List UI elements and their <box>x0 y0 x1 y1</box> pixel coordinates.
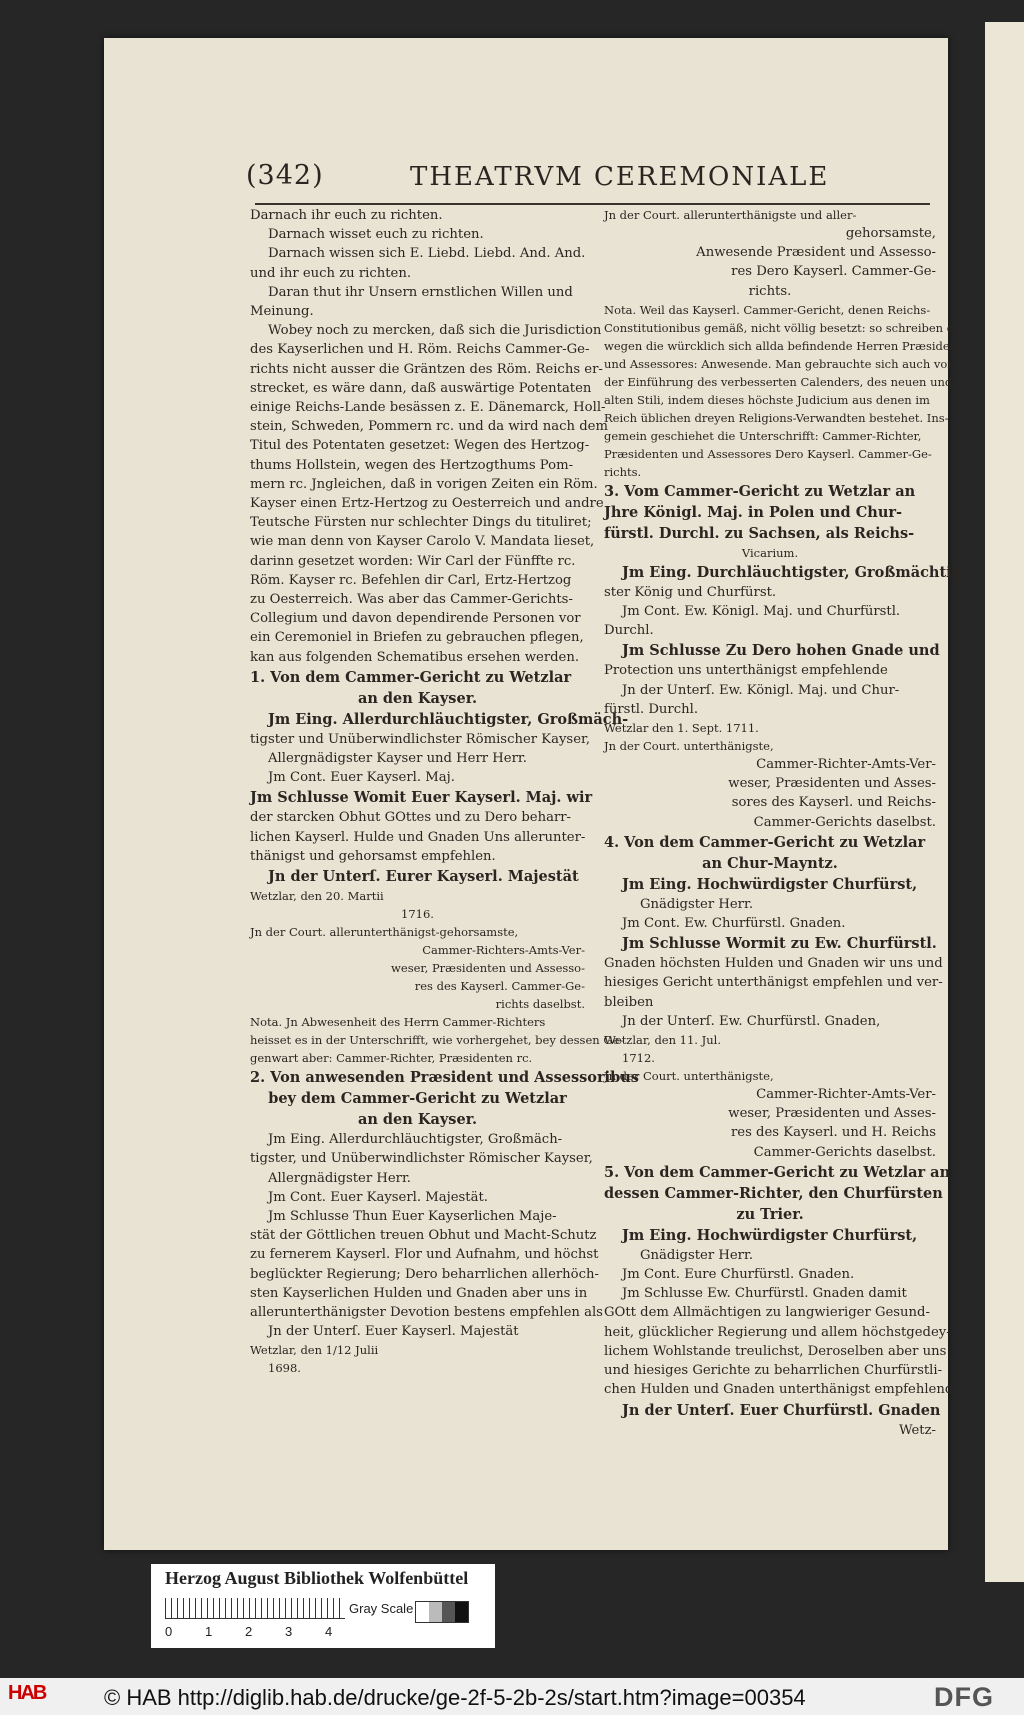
text-line: richts daselbst. <box>495 997 585 1012</box>
text-line: weser, Præsidenten und Asses- <box>728 776 936 792</box>
text-line: sores des Kayserl. und Reichs- <box>731 795 936 811</box>
text-line: Jm Eing. Allerdurchläuchtigster, Großmäch- <box>268 1132 563 1148</box>
text-line: Gnaden höchsten Hulden und Gnaden wir uns und <box>604 956 943 972</box>
text-line: Darnach ihr euch zu richten. <box>250 208 443 223</box>
text-line: Wobey noch zu mercken, daß sich die Jurisdiction <box>268 323 602 339</box>
page-header <box>240 160 930 200</box>
text-line: Jm Eing. Durchläuchtigster, Großmächtig- <box>622 563 968 581</box>
text-line: Jm Schlusse Thun Euer Kayserlichen Maje- <box>268 1208 557 1224</box>
text-line: Protection uns unterthänigst empfehlende <box>604 663 888 679</box>
facing-page-edge <box>985 22 1024 1582</box>
text-line: gemein geschiehet die Unterschrifft: Cammer-Richter, <box>604 428 922 443</box>
text-line: Durchl. <box>604 623 654 639</box>
text-line: Collegium und davon dependirende Personen vor <box>250 611 581 627</box>
ruler-tick: 0 <box>165 1624 173 1639</box>
text-line: Teutsche Fürsten nur schlechter Dings du tituliret; <box>250 515 592 531</box>
text-line: Jn der Unterſ. Ew. Churfürstl. Gnaden, <box>622 1013 881 1029</box>
text-line: Wetzlar, den 1/12 Julii <box>250 1343 379 1358</box>
text-line: dessen Cammer-Richter, den Churfürsten <box>604 1184 943 1202</box>
text-line: Jn der Unterſ. Euer Kayserl. Majestät <box>268 1324 519 1340</box>
text-line: Allergnädigster Kayser und Herr Herr. <box>268 751 527 767</box>
text-line: Jm Schlusse Wormit zu Ew. Churfürstl. <box>622 935 937 953</box>
text-line: kan aus folgenden Schematibus ersehen werden. <box>250 649 580 665</box>
text-line: Wetz- <box>899 1422 936 1438</box>
text-line: Jm Eing. Hochwürdigster Churfürst, <box>622 875 918 893</box>
text-line: weser, Præsidenten und Asses- <box>728 1106 936 1122</box>
text-line: 5. Von dem Cammer-Gericht zu Wetzlar an <box>604 1163 951 1181</box>
text-line: Anwesende Præsident und Assesso- <box>696 245 936 261</box>
text-line: Meinung. <box>250 304 314 320</box>
text-line: lichen Kayserl. Hulde und Gnaden Uns allerunter- <box>250 829 586 845</box>
text-line: Cammer-Richter-Amts-Ver- <box>756 1087 936 1103</box>
text-line: Nota. Jn Abwesenheit des Herrn Cammer-Richters <box>250 1015 546 1030</box>
text-line: stein, Schweden, Pommern rc. und da wird nach dem <box>250 419 608 435</box>
text-line: weser, Præsidenten und Assesso- <box>391 961 585 976</box>
text-line: darinn gesetzet worden: Wir Carl der Fünffte rc. <box>250 553 576 569</box>
scale-ruler <box>165 1598 345 1619</box>
text-line: Wetzlar, den 20. Martii <box>250 889 384 904</box>
text-line: fürstl. Durchl. <box>604 701 699 717</box>
ruler-tick: 2 <box>245 1624 253 1639</box>
text-line: Jn der Court. allerunterthänigst-gehorsamste, <box>250 925 519 940</box>
text-line: Daran thut ihr Unsern ernstlichen Willen und <box>268 284 573 300</box>
text-line: 1716. <box>401 907 434 922</box>
text-line: des Kayserlichen und H. Röm. Reichs Cammer-Ge- <box>250 342 590 358</box>
text-line: zu Trier. <box>736 1205 804 1223</box>
text-line: sten Kayserlichen Hulden und Gnaden aber uns in <box>250 1285 588 1301</box>
text-line: tigster, und Unüberwindlichster Römischer Kayser, <box>250 1151 593 1167</box>
running-head: THEATRVM CEREMONIALE <box>410 162 830 192</box>
text-line: an den Kayser. <box>357 1111 478 1129</box>
text-line: 4. Von dem Cammer-Gericht zu Wetzlar <box>604 833 926 851</box>
copyright-url[interactable]: © HAB http://diglib.hab.de/drucke/ge-2f-5-2b-2s/start.htm?image=00354 <box>104 1685 806 1710</box>
text-line: richts. <box>748 283 792 299</box>
text-line: Jm Schlusse Womit Euer Kayserl. Maj. wir <box>250 789 593 807</box>
text-line: strecket, es wäre dann, daß auswärtige Potentaten <box>250 380 592 396</box>
text-line: an den Kayser. <box>357 689 478 707</box>
text-line: heit, glücklicher Regierung und allem höchstgedey- <box>604 1324 951 1340</box>
text-line: Jm Eing. Hochwürdigster Churfürst, <box>622 1226 918 1244</box>
scan-color-target <box>151 1564 495 1648</box>
text-line: Cammer-Gerichts daselbst. <box>753 814 936 830</box>
text-line: beglückter Regierung; Dero beharrlichen allerhöch- <box>250 1266 599 1282</box>
text-line: Jm Cont. Euer Kayserl. Maj. <box>268 770 455 786</box>
text-line: Cammer-Richters-Amts-Ver- <box>422 943 585 958</box>
text-line: res des Kayserl. Cammer-Ge- <box>414 979 585 994</box>
text-line: Gnädigster Herr. <box>640 896 754 912</box>
text-line: zu fernerem Kayserl. Flor und Aufnahm, und höchst <box>250 1247 599 1263</box>
text-line: richts. <box>604 464 642 479</box>
text-line: chen Hulden und Gnaden unterthänigst empfehlend <box>604 1382 954 1398</box>
text-line: Cammer-Richter-Amts-Ver- <box>756 757 936 773</box>
text-line: Darnach wissen sich E. Liebd. Liebd. And. And. <box>268 246 586 262</box>
text-line: ster König und Churfürst. <box>604 584 777 600</box>
text-line: Jm Cont. Ew. Churfürstl. Gnaden. <box>622 916 846 932</box>
text-line: heisset es in der Unterschrifft, wie vorhergehet, bey dessen Ge- <box>250 1033 624 1048</box>
text-line: 1. Von dem Cammer-Gericht zu Wetzlar <box>250 668 572 686</box>
ruler-tick: 3 <box>285 1624 293 1639</box>
page-number: (342) <box>246 160 324 191</box>
text-line: Cammer-Gerichts daselbst. <box>753 1144 936 1160</box>
text-line: Constitutionibus gemäß, nicht völlig besetzt: so schreiben des- <box>604 320 971 335</box>
right-text-column <box>604 206 971 1440</box>
text-line: an Chur-Mayntz. <box>702 854 838 872</box>
text-line: res Dero Kayserl. Cammer-Ge- <box>731 264 936 280</box>
viewer-footer <box>0 1678 1024 1715</box>
text-line: Darnach wisset euch zu richten. <box>268 227 484 243</box>
text-line: Jhre Königl. Maj. in Polen und Chur- <box>604 503 903 521</box>
text-line: richts nicht ausser die Gräntzen des Röm. Reichs er- <box>250 361 603 377</box>
text-line: 2. Von anwesenden Præsident und Assessoribus <box>250 1069 639 1087</box>
text-line: Præsidenten und Assessores Dero Kayserl. Cammer-Ge- <box>604 446 932 461</box>
text-line: und ihr euch zu richten. <box>250 265 412 281</box>
text-line: fürstl. Durchl. zu Sachsen, als Reichs- <box>604 524 915 542</box>
text-line: GOtt dem Allmächtigen zu langwieriger Gesund- <box>604 1305 930 1321</box>
text-line: stät der Göttlichen treuen Obhut und Macht-Schutz <box>250 1228 597 1244</box>
text-line: Jn der Court. allerunterthänigste und aller- <box>604 208 857 222</box>
header-rule <box>255 203 930 205</box>
gray-scale-swatch <box>415 1601 469 1623</box>
text-line: Jm Schlusse Zu Dero hohen Gnade und <box>622 642 940 660</box>
text-line: Titul des Potentaten gesetzet: Wegen des Hertzog- <box>250 438 590 454</box>
text-line: wie man denn von Kayser Carolo V. Mandata lieset, <box>250 534 595 550</box>
library-name: Herzog August Bibliothek Wolfenbüttel <box>165 1568 469 1588</box>
text-line: thänigst und gehorsamst empfehlen. <box>250 848 496 864</box>
text-line: tigster und Unüberwindlichster Römischer Kayser, <box>250 731 591 747</box>
text-line: Jm Cont. Euer Kayserl. Majestät. <box>268 1189 488 1205</box>
text-line: Wetzlar den 1. Sept. 1711. <box>604 721 759 736</box>
dfg-logo[interactable]: DFG <box>934 1682 994 1712</box>
text-line: Jn der Court. unterthänigste, <box>604 739 774 754</box>
text-line: Jn der Court. unterthänigste, <box>604 1069 774 1084</box>
text-line: gehorsamste, <box>845 226 936 241</box>
text-line: 1712. <box>622 1051 655 1066</box>
text-line: genwart aber: Cammer-Richter, Præsidenten rc. <box>250 1051 533 1066</box>
gray-scale-label: Gray Scale <box>349 1601 414 1616</box>
text-line: Jm Eing. Allerdurchläuchtigster, Großmäch- <box>268 710 629 728</box>
text-line: Röm. Kayser rc. Befehlen dir Carl, Ertz-Hertzog <box>250 572 572 588</box>
text-line: der Einführung des verbesserten Calenders, des neuen und <box>604 374 953 389</box>
text-line: wegen die würcklich sich allda befindende Herren Præsident <box>604 338 962 353</box>
text-line: Vicarium. <box>741 545 799 560</box>
text-line: res des Kayserl. und H. Reichs <box>730 1125 936 1141</box>
text-line: einige Reichs-Lande besässen z. E. Dänemarck, Holl- <box>250 400 606 416</box>
text-line: Jn der Unterſ. Eurer Kayserl. Majestät <box>268 868 579 886</box>
text-line: bleiben <box>604 994 654 1010</box>
text-line: 3. Vom Cammer-Gericht zu Wetzlar an <box>604 482 916 500</box>
text-line: hiesiges Gericht unterthänigst empfehlen und ver- <box>604 975 943 991</box>
hab-logo-icon[interactable]: HAB <box>8 1682 46 1704</box>
text-line: lichem Wohlstande treulichst, Deroselben aber uns <box>604 1343 947 1359</box>
ruler-tick: 1 <box>205 1624 213 1639</box>
text-line: und hiesiges Gerichte zu beharrlichen Churfürstli- <box>604 1363 943 1379</box>
text-line: Jm Cont. Eure Churfürstl. Gnaden. <box>622 1267 855 1283</box>
text-line: 1698. <box>268 1361 301 1376</box>
text-line: Jn der Unterſ. Euer Churfürstl. Gnaden <box>622 1401 941 1419</box>
text-line: bey dem Cammer-Gericht zu Wetzlar <box>268 1090 567 1108</box>
text-line: Jm Cont. Ew. Königl. Maj. und Churfürstl. <box>622 604 901 620</box>
text-line: Kayser einen Ertz-Hertzog zu Oesterreich und andre <box>250 496 604 512</box>
text-line: der starcken Obhut GOttes und zu Dero beharr- <box>250 810 572 826</box>
text-line: und Assessores: Anwesende. Man gebrauchte sich auch vor <box>604 356 953 371</box>
text-line: zu Oesterreich. Was aber das Cammer-Gerichts- <box>250 592 573 608</box>
text-line: Reich üblichen dreyen Religions-Verwandten bestehet. Ins- <box>604 410 949 425</box>
text-line: ein Ceremoniel in Briefen zu gebrauchen pflegen, <box>250 630 584 646</box>
text-line: Nota. Weil das Kayserl. Cammer-Gericht, denen Reichs- <box>604 302 931 317</box>
text-line: Wetzlar, den 11. Jul. <box>604 1033 721 1048</box>
ruler-tick: 4 <box>325 1624 333 1639</box>
text-line: allerunterthänigster Devotion bestens empfehlen als <box>250 1304 603 1320</box>
text-line: alten Stili, indem dieses höchste Judicium aus denen im <box>604 392 930 407</box>
text-line: Allergnädigster Herr. <box>268 1170 411 1186</box>
text-line: mern rc. Jngleichen, daß in vorigen Zeiten ein Röm. <box>250 476 598 492</box>
text-line: Jn der Unterſ. Ew. Königl. Maj. und Chur- <box>622 682 900 698</box>
text-line: thums Hollstein, wegen des Hertzogthums Pom- <box>250 457 574 473</box>
text-line: Gnädigster Herr. <box>640 1247 754 1263</box>
text-line: Jm Schlusse Ew. Churfürstl. Gnaden damit <box>622 1286 907 1302</box>
